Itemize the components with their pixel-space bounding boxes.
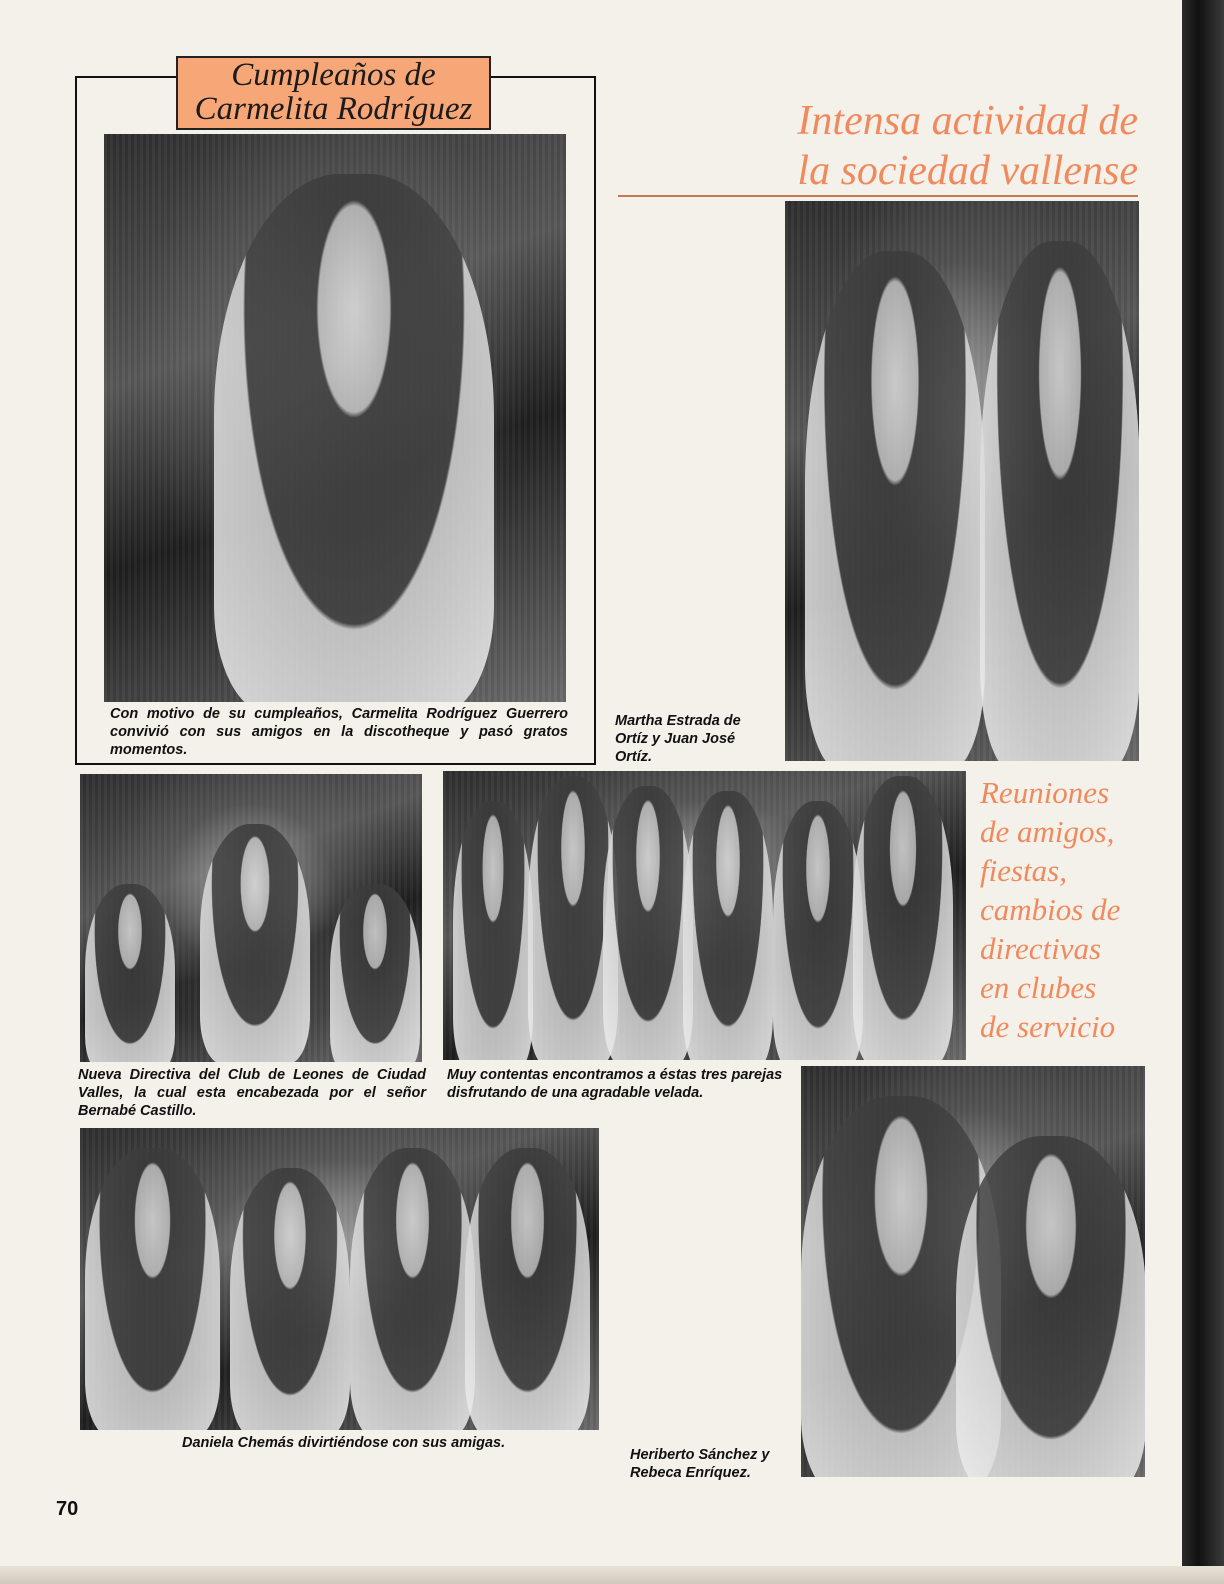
caption-club-leones: Nueva Directiva del Club de Leones de Ciudad Valles, la cual esta encabezada por el señor Bernabé Castillo. (78, 1067, 426, 1119)
caption-daniela-amigas: Daniela Chemás divirtiéndose con sus amigas. (182, 1435, 506, 1451)
photo-daniela-amigas (80, 1128, 599, 1430)
side-heading (980, 773, 1150, 1046)
caption-martha-juan: Martha Estrada de Ortíz y Juan José Ortíz. (615, 713, 741, 765)
headline-line1: Intensa actividad de (797, 98, 1138, 144)
side-heading-line: en clubes (980, 970, 1097, 1005)
caption-tres-parejas: Muy contentas encontramos a éstas tres parejas disfrutando de una agradable velada. (447, 1067, 783, 1101)
headline-line2: la sociedad vallense (797, 148, 1138, 194)
photo-carmelita (104, 134, 566, 702)
page-number: 70 (56, 1498, 79, 1520)
caption-carmelita: Con motivo de su cumpleaños, Carmelita Rodríguez Guerrero convivió con sus amigos en la discotheque y pasó gratos momentos. (110, 706, 568, 758)
photo-heriberto-rebeca (801, 1066, 1145, 1477)
side-heading-line: directivas (980, 931, 1102, 966)
side-heading-line: Reuniones (980, 775, 1110, 810)
feature-title-box (176, 56, 491, 130)
photo-martha-juan (785, 201, 1139, 761)
side-heading-line: de amigos, (980, 814, 1115, 849)
side-heading-line: cambios de (980, 892, 1121, 927)
page-bottom-edge (0, 1566, 1224, 1584)
feature-title-line1: Cumpleaños de (231, 57, 436, 93)
headline-rule (618, 195, 1138, 197)
photo-tres-parejas (443, 771, 966, 1060)
page-binding-edge (1182, 0, 1224, 1584)
photo-club-leones (80, 774, 422, 1062)
page-headline (640, 96, 1138, 196)
side-heading-line: de servicio (980, 1009, 1116, 1044)
feature-title-line2: Carmelita Rodríguez (194, 91, 473, 127)
caption-heriberto-rebeca: Heriberto Sánchez y Rebeca Enríquez. (630, 1447, 770, 1481)
side-heading-line: fiestas, (980, 853, 1067, 888)
